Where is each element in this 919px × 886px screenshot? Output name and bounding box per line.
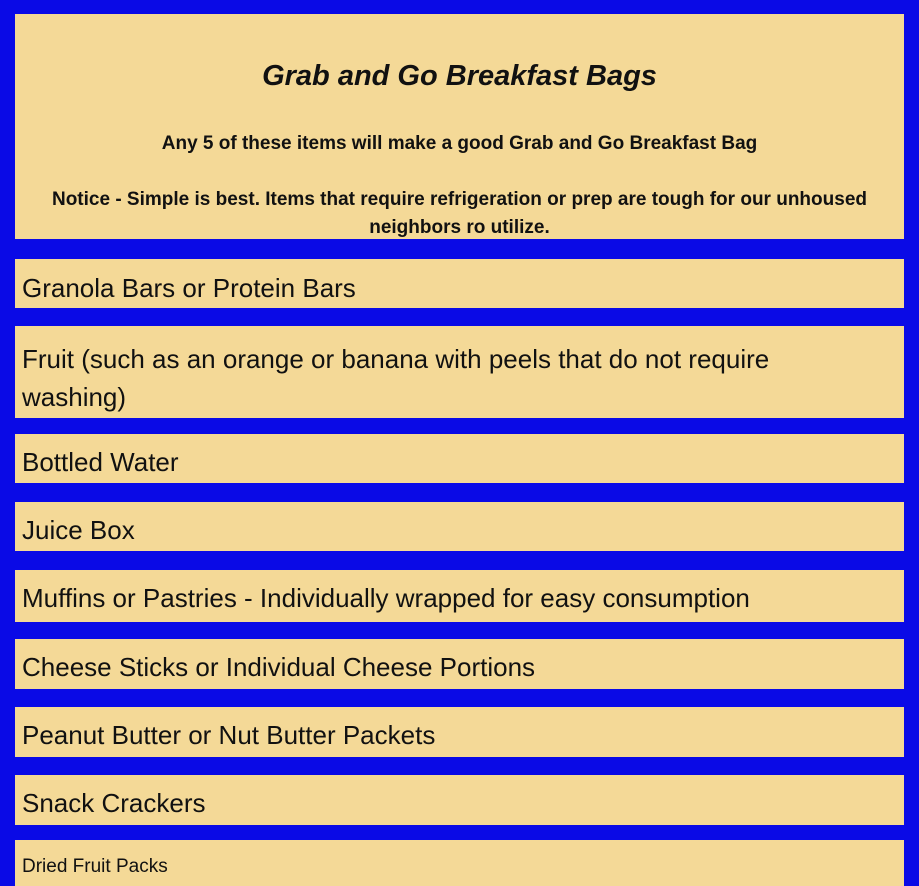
list-item-label: Dried Fruit Packs (22, 856, 168, 877)
list-item-label: Snack Crackers (22, 788, 206, 818)
list-item (7, 631, 912, 697)
list-item-label: Peanut Butter or Nut Butter Packets (22, 720, 436, 750)
list-item (7, 562, 912, 630)
list-item-label: Cheese Sticks or Individual Cheese Portions (22, 652, 536, 682)
list-item-label: Granola Bars or Protein Bars (22, 273, 356, 303)
list-item (7, 767, 912, 833)
list-item-label: Fruit (such as an orange or banana with peels that do not require washing) (22, 344, 770, 412)
list-item-label: Bottled Water (22, 447, 179, 477)
notice-text: Notice - Simple is best. Items that require refrigeration or prep are tough for our unhoused neighbors ro utilize. (51, 189, 867, 238)
list-item-label: Juice Box (22, 515, 135, 545)
header-cell (7, 6, 912, 247)
list-item (7, 832, 912, 886)
list-item (7, 699, 912, 765)
list-item (7, 318, 912, 426)
subtitle: Any 5 of these items will make a good Grab and Go Breakfast Bag (161, 133, 758, 154)
list-item-label: Muffins or Pastries - Individually wrapped for easy consumption (22, 583, 750, 613)
page-title: Grab and Go Breakfast Bags (262, 60, 657, 92)
list-item (7, 426, 912, 491)
list-item (7, 494, 912, 559)
list-item (7, 251, 912, 316)
